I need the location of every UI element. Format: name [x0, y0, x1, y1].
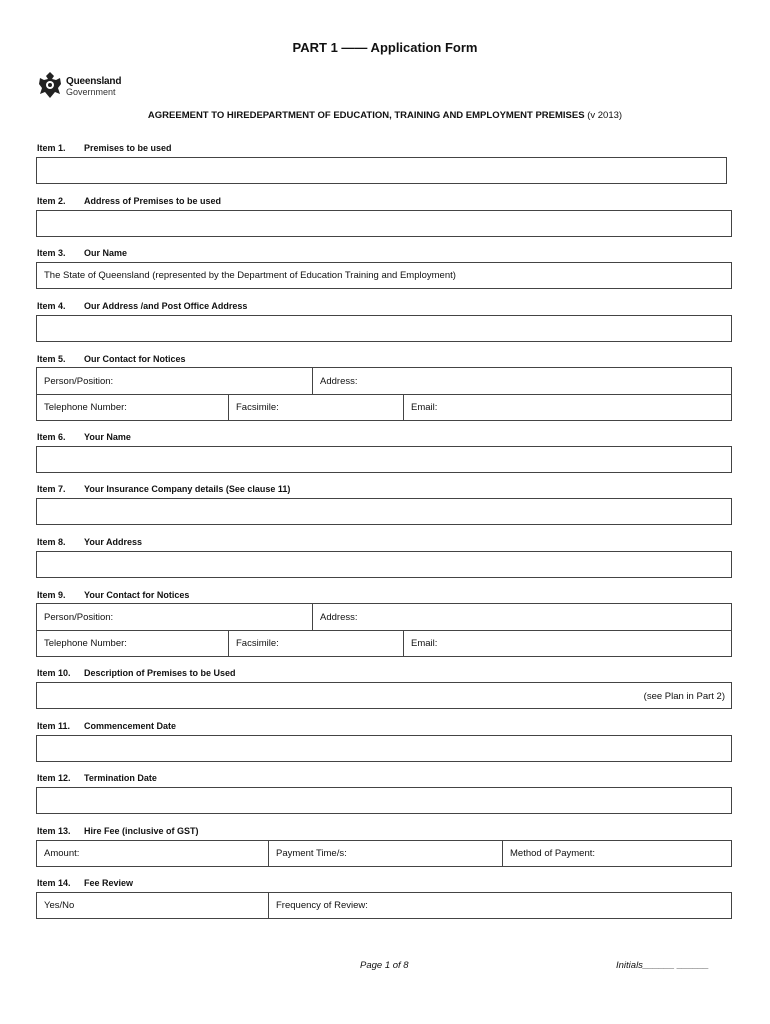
item-11-label: Item 11. Commencement Date [37, 721, 177, 731]
hire-fee-amount-field[interactable]: Amount: [44, 848, 80, 859]
premises-address-field[interactable] [36, 210, 732, 237]
item-7-label: Item 7. Your Insurance Company details (See clause 11) [37, 484, 291, 494]
our-name-field[interactable] [36, 262, 732, 289]
item-14-label: Item 14. Fee Review [37, 878, 134, 888]
item-6-label: Item 6. Your Name [37, 432, 131, 442]
premises-field[interactable] [36, 157, 727, 184]
premises-description-field[interactable] [36, 682, 732, 709]
fee-review-frequency-field[interactable]: Frequency of Review: [268, 893, 731, 918]
item-12-label: Item 12. Termination Date [37, 773, 157, 783]
our-contact-table [36, 367, 732, 421]
your-contact-facsimile-field[interactable]: Facsimile: [228, 631, 403, 656]
item-4-label: Item 4. Our Address /and Post Office Address [37, 301, 248, 311]
item-2-label: Item 2. Address of Premises to be used [37, 196, 222, 206]
our-address-field[interactable] [36, 315, 732, 342]
hire-fee-payment-method-field[interactable]: Method of Payment: [502, 841, 731, 866]
insurance-details-field[interactable] [36, 498, 732, 525]
item-10-label: Item 10. Description of Premises to be Used [37, 668, 236, 678]
your-contact-table [36, 603, 732, 657]
your-contact-email-field[interactable]: Email: [403, 631, 731, 656]
item-5-label: Item 5. Our Contact for Notices [37, 354, 186, 364]
your-contact-address-field[interactable]: Address: [312, 604, 731, 630]
subtitle-version: (v 2013) [587, 110, 623, 121]
your-address-field[interactable] [36, 551, 732, 578]
hire-fee-table [36, 840, 732, 867]
agreement-subtitle [0, 110, 770, 121]
item-9-label: Item 9. Your Contact for Notices [37, 590, 190, 600]
logo-line-2: Government [66, 87, 116, 97]
hire-fee-payment-time-field[interactable]: Payment Time/s: [268, 841, 502, 866]
your-contact-telephone-field[interactable]: Telephone Number: [44, 638, 127, 649]
our-contact-address-field[interactable]: Address: [312, 368, 731, 394]
queensland-government-logo [36, 70, 136, 102]
fee-review-yesno-field[interactable]: Yes/No [44, 900, 75, 911]
coat-of-arms-icon [36, 70, 64, 100]
initials-line: Initials______ ______ [616, 960, 709, 971]
our-contact-telephone-field[interactable]: Telephone Number: [44, 402, 127, 413]
logo-line-1: Queensland [66, 76, 122, 87]
your-contact-person-field[interactable]: Person/Position: [44, 611, 114, 623]
fee-review-table [36, 892, 732, 919]
item-3-label: Item 3. Our Name [37, 248, 128, 258]
commencement-date-field[interactable] [36, 735, 732, 762]
page-number: Page 1 of 8 [360, 960, 409, 971]
our-contact-person-field[interactable]: Person/Position: [44, 375, 114, 387]
item-1-label: Item 1. Premises to be used [37, 143, 172, 153]
our-name-value: The State of Queensland (represented by the Department of Education Training and Employment) [44, 270, 456, 281]
your-name-field[interactable] [36, 446, 732, 473]
item-8-label: Item 8. Your Address [37, 537, 143, 547]
page-title: PART 1 —— Application Form [292, 40, 478, 55]
our-contact-email-field[interactable]: Email: [403, 395, 731, 420]
termination-date-field[interactable] [36, 787, 732, 814]
see-plan-note: (see Plan in Part 2) [643, 691, 725, 702]
subtitle-main: AGREEMENT TO HIREDEPARTMENT OF EDUCATION, TRAINING AND EMPLOYMENT PREMISES [147, 110, 585, 121]
our-contact-facsimile-field[interactable]: Facsimile: [228, 395, 403, 420]
item-13-label: Item 13. Hire Fee (inclusive of GST) [37, 826, 199, 836]
